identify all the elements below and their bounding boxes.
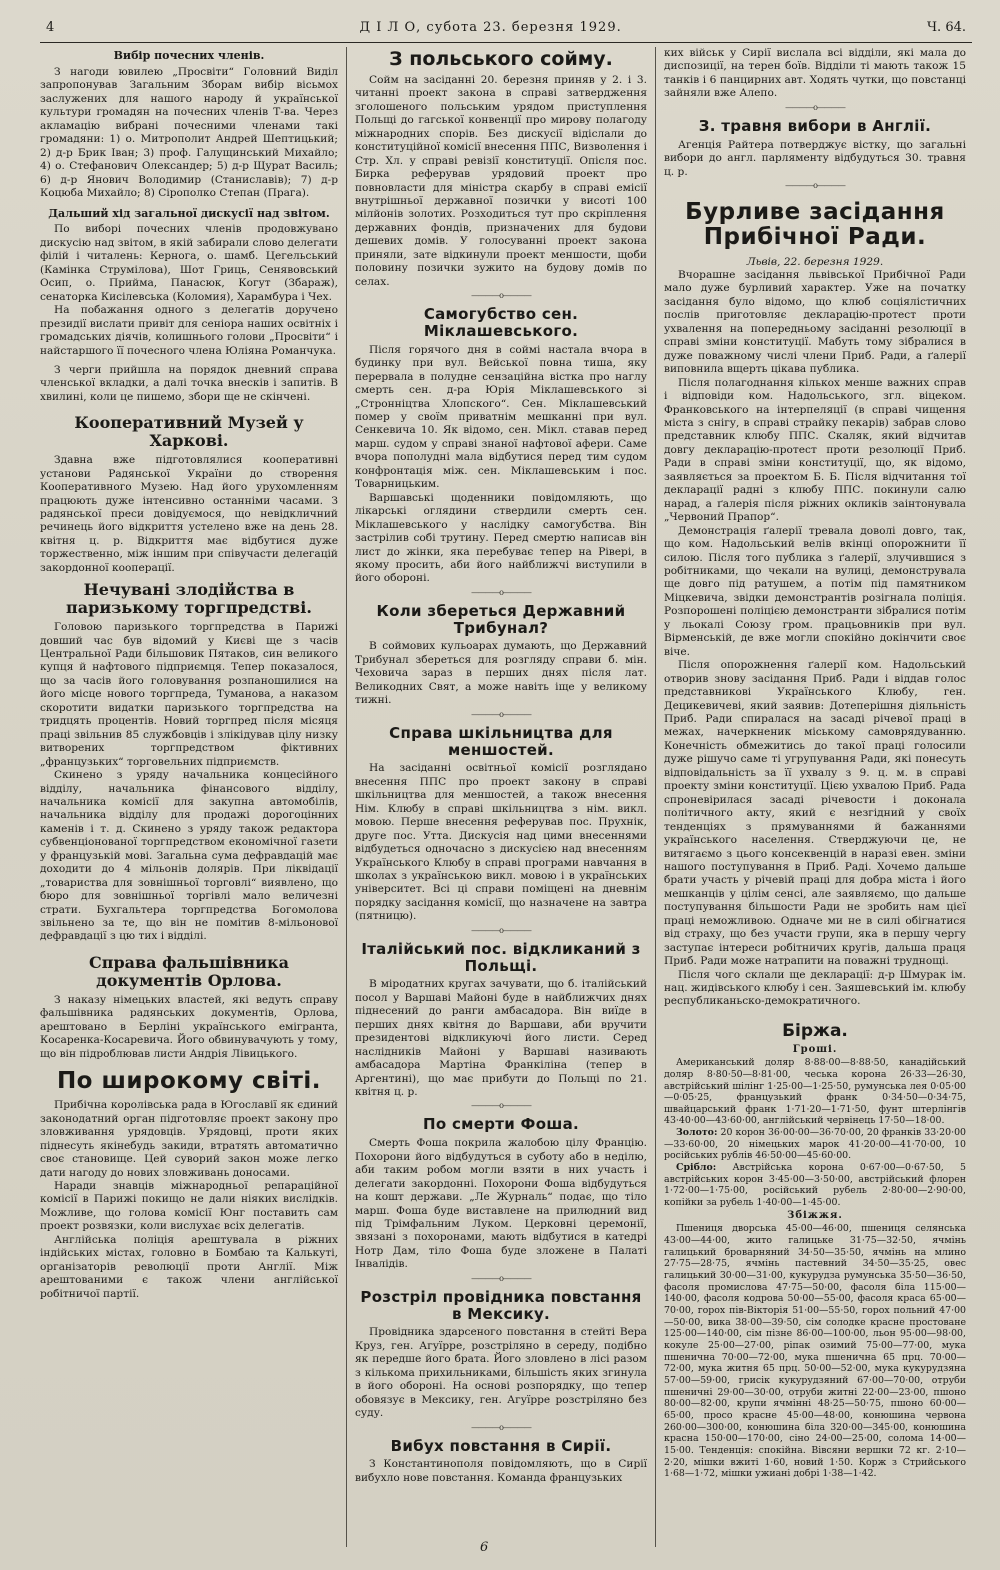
headline-mexico: Розстріл провідника повстання в Мексику. bbox=[360, 1287, 642, 1323]
separator: ————o———— bbox=[471, 1422, 531, 1432]
paper-title-date: Д І Л О, субота 23. березня 1929. bbox=[359, 20, 622, 35]
article-tribunal: В соймових кульоарах думають, що Державний Трибунал збереться для розгляду справи б. мін. Чеховича зараз в перших днях після лат. Великодних Свят, а може навіть іще у великому тижні. bbox=[355, 640, 647, 707]
article-paris-theft-p1: Головою паризького торгпредства в Парижі довший час був відомий у Києві ще з часів Центральної Ради більшовик Пятаков, син великого купця й нафтового підприємця. Тепер показалося, що за часів його головування розпаношилися на його місце нового торгпреда, Туманова, а наказом скоротити видатки паризького торгпредства на тридцять процентів. Новий торгпред після місяця праці звільнив 85 службовців і злікідував цілу низку витворених торгпредством фіктивних „французьких“ торговельних підприємств. bbox=[40, 621, 338, 768]
exchange-silver bbox=[664, 1162, 966, 1209]
article-world-p3: Англійська поліція арештувала в ріжних індійських містах, головно в Бомбаю та Калькуті, організаторів революції проти Англії. Між арештованими є також члени англійської робітничої партії. bbox=[40, 1233, 338, 1300]
headline-suicide: Самогубство сен. Міклашевського. bbox=[423, 305, 579, 340]
article-paris-theft-p2: Скинено з уряду начальника концесійного відділу, начальника фінансового відділу, начальника комісії для закупна автомобілів, начальника відділу для продажі дорогоцінних каменів і т. д. Скинено з уряду також редактора субвенціонованої торгпредством економічної газети у французькій мові. Загальна сума дефравдацій має доходити до 4 мільонів долярів. При ліквідації „товариства для зовнішньої торговлі“ виявлено, що бюро для зовнішньої торгівлі мало величезні страти. Бухгальтера торгпредства Богомолова звільнено за те, що він не помітив 8-мільонової дефравдації з цю тих і відділі. bbox=[40, 769, 338, 943]
separator: ————o———— bbox=[471, 291, 531, 301]
exchange-gold-rates: 20 корон 36·00·00—36·70·00, 20 франків 33·20·00—33·60·00, 20 німецьких марок 41·20·00—41·70·00, 10 російських рублів 46·50·00—45·60·00. bbox=[664, 1127, 966, 1162]
headline-minority-schools: Справа шкільництва для меншостей. bbox=[389, 723, 613, 759]
article-world-p2: Наради знавців міжнародньої репараційної комісії в Парижі покищо не дали ніяких вислідків. Можливе, що голова комісії Юнг поставить сам проект розвязки, коли вислухає всіх делегатів. bbox=[40, 1180, 338, 1233]
headline-coop-museum: Кооперативний Музей у Харкові. bbox=[74, 413, 304, 451]
subhead-money: Гроші. bbox=[792, 1043, 838, 1055]
headline-polish-sejm: З польського сойму. bbox=[389, 48, 613, 70]
separator: ————o———— bbox=[471, 587, 531, 597]
column-left bbox=[40, 47, 346, 1547]
headline-tribunal: Коли збереться Державний Трибунал? bbox=[376, 601, 626, 637]
article-lviv-p1: Вчорашне засідання львівської Прибічної Ради мало дуже бурливий характер. Уже на початку засідання було відомо, що клюб соціялістичних послів приготовляє декларацію-протест проти ухвалення на попередньому засіданні резолюції в справі зміни конституції. Мабуть тому зібралися в дуже поважному числі члени Приб. Ради, а ґалерії виповнила вщерть цікава публика. bbox=[664, 269, 966, 376]
headline-syria: Вибух повстання в Сирії. bbox=[390, 1436, 612, 1455]
headline-discussion: Дальший хід загальної дискусії над звітом. bbox=[48, 206, 330, 220]
article-lviv-p4: Після опорожнення ґалерії ком. Надольський отворив знову засідання Приб. Ради і віддав голос представникові Українського Клюбу, ген. Децикевичеві, який заявив: Дотеперішня діяльність Приб. Ради спиралася на засаді річевої праці в межах, начеркненик міському самоврядуванню. Конечність обмежитись до такої праці голосили дуже рішучо саме ті угрупування Ради, які понесуть відповідальність за її ухвалу з 9. ц. м. в справі проекту зміни конституції. Цією ухвалою Приб. Рада спроневірилася засаді річевости і доконала політичного акту, який є незгідний у своїх тенденціях з прямуваннями й бажаннями українського населення. Стверджуючи це, не витягаємо з цього консеквенцій в наразі евен. зміни нашого поступування в Приб. Раді. Хочемо дальше брати участь у річевій праці для добра міста і його мешканців у цілім сенсі, але заявляємо, що дальше поступування більшости Ради не зробить нам цієї праці неможливою. Одначе ми не в силі обігнатися від страху, що без участи групи, яка в першу чергу заступає інтереси робітничих кругів, дальша праця Приб. Ради може натрапити на поважні труднощі. bbox=[664, 659, 966, 968]
page-header bbox=[40, 20, 972, 43]
article-world-p1: Прибічна королівська рада в Югославії як єдиний законодатний орган підготовляє проект закону про зловживання урядовців. Урядовці, проти яких піднесуть якінебудь закиди, втратять автоматично своє становище. Цей суворий закон може легко дати нагоду до нових зловживань доносами. bbox=[40, 1099, 338, 1179]
separator: ————o———— bbox=[471, 1101, 531, 1111]
headline-paris-theft: Нечувані злодійства в паризькому торгпредстві. bbox=[66, 580, 312, 618]
subhead-grain: Збіжжя. bbox=[787, 1209, 843, 1221]
article-polish-sejm: Сойм на засіданні 20. березня приняв у 2. і 3. читанні проект закона в справі затвердження зголошеного польським урядом приступлення Польщі до гагської конвенції про мирову полагоду міжнародних спорів. Без дискусії відіслали до конституційної комісії внесення ППС, Визволення і Стр. Хл. у справі ревізії конституції. Опісля пос. Бирка реферував урядовий проект про повновласти для міністра скарбу в справі емісії внутрішньої державної позички у висоті 100 мілйонів золотих. Розходиться тут про скріплення державних фондів, призначених для будови дешевих домів. У голосуванні проект закона приняли, зате відкинули проект меншости, щоби половину позички зужито на будову домів по селах. bbox=[355, 73, 647, 288]
article-england-elections: Агенція Райтера потверджує вістку, що загальні вибори до англ. парляменту відбудуться 30. травня ц. р. bbox=[664, 138, 966, 178]
exchange-grain-rates: Пшениця дворська 45·00—46·00, пшениця селянська 43·00—44·00, жито галицьке 31·75—32·50, ячмінь галицький броварняний 34·50—35·50, ячмінь на млино 27·75—28·75, ячмінь пастевний 34·50—35·25, овес галицький 30·00—31·00, кукурудза румунська 35·50—36·50, фасоля промислова 47·75—50·00, фасоля біла 115·00—140·00, фасоля кодрова 50·00—55·00, фасоля краса 65·00—70·00, горох пів-Вікторія 51·00—55·50, горох польний 47·00—50·00, вика 38·00—39·50, сім солодке красне простоване 125·00—140·00, сім пізне 86·00—100·00, льон 95·00—98·00, кокуле 25·00—27·00, ріпак озимий 75·00—77·00, мука пшенична 70·00—72·00, мука пшенична 65 прц. 70·00—72·00, мука житня 65 прц. 50·00—52·00, мука кукурудзяна 57·00—59·00, грисік кукурудзяний 67·00—70·00, отруби пшеничні 29·00—30·00, отруби житні 22·00—23·00, пшоно 80·00—82·00, крупи ячмінні 48·25—50·75, пшоно 60·00—65·00, просо красне 45·00—48·00, конюшина червона 260·00—300·00, конюшина біла 320·00—345·00, конюшина красна 150·00—170·00, сіно 24·00—25·00, солома 14·00—15·00. Тенденція: спокійна. Вівсяни вершки 72 кг. 2·10—2·20, мішки вжиті 1·60, новий 1·50. Корж з Стрийського 1·68—1·72, мішки ужиані добрі 1·38—1·42. bbox=[664, 1223, 966, 1480]
article-discussion-p3: З черги прийшла на порядок дневний справа членської вкладки, а далі точка внесків і запитів. В хвилині, коли це пишемо, збори ще не скінчені. bbox=[40, 364, 338, 403]
article-honorary-members: З нагоди ювилею „Просвіти“ Головний Виділ запропонував Загальним Зборам вибір вісьмох заслужених для нашого народу й української культури громадян на почесних членів Т-ва. Через акламацію вибрані почесними членами такі громадяни: 1) о. Митрополит Андрей Шептицький; 2) д-р Брик Іван; 3) проф. Галущинський Михайло; 4) о. Стефанович Олександер; 5) д-р Щурат Василь; 6) д-р Янович Володимир (Станиславів); 7) д-р Коцюба Михайло; 8) Сірополко Степан (Прага). bbox=[40, 65, 338, 200]
headline-orlov: Справа фальшівника документів Орлова. bbox=[89, 952, 289, 990]
article-syria: З Константинополя повідомляють, що в Сирії вибухло нове повстання. Команда французьких bbox=[355, 1458, 647, 1484]
issue-number: Ч. 64. bbox=[927, 20, 966, 35]
columns bbox=[40, 47, 972, 1547]
article-mexico: Провідника здарсеного повстання в стейті Вера Круз, ген. Агуїрре, розстріляно в середу, подібно як передше його брата. Його зловлено в лісі разом з кількома прихильниками, більшість яких згинула в його обороні. На основі розпорядку, що тепер обовязує в Мексику, ген. Агуїрре розстріляно без суду. bbox=[355, 1326, 647, 1420]
article-italy-ambassador: В міродатних кругах зачувати, що б. італійський посол у Варшаві Майоні буде в найближчих днях піднесений до ранги амбасадора. Він виїде в перших днях квітня до Варшави, аби вручити президентові відкликуючі його листи. Серед наслідників Майоні у Варшаві називають амбасадора Мартіна Франкіліна (тепер в Аргентині), що має прибути до Польщі по 21. квітня ц. р. bbox=[355, 978, 647, 1098]
headline-england-elections: З. травня вибори в Англії. bbox=[698, 116, 932, 135]
separator: ————o———— bbox=[471, 709, 531, 719]
separator: ————o———— bbox=[785, 102, 845, 112]
page-number: 4 bbox=[46, 20, 55, 35]
separator: ————o———— bbox=[471, 1273, 531, 1283]
separator: ————o———— bbox=[471, 925, 531, 935]
article-syria-continued: ких військ у Сирії вислала всі відділи, які мала до диспозиції, на терен боїв. Відділи ті мають також 15 танків і 6 панцирних авт. Ходять чутки, що повстанці зайняли вже Алепо. bbox=[664, 47, 966, 100]
article-coop-museum: Здавна вже підготовлялися кооперативні установи Радянської України до створення Кооперативного Музею. Над його урухомленням працюють дуже інтенсивно останніми часами. З радянської преси довідуємося, що невідкличний речинець його відкриття устелено вже на день 28. квітня ц. р. Відкриття має відбутися дуже торжественно, між іншим при співучасти делегацій закордонної кооперації. bbox=[40, 454, 338, 574]
column-right bbox=[656, 47, 966, 1547]
article-suicide-p2: Варшавські щоденники повідомляють, що лікарські оглядини ствердили смерть сен. Міклашевського у наслідку самогубства. Він застрілив собі трутину. Перед смертю написав він лист до жінки, яка перебуває тепер на Рівері, в якому просить, аби його найближчі виступили в його обороні. bbox=[355, 491, 647, 585]
article-lviv-p5: Після чого склали ще декларації: д-р Шмурак ім. нац. жидівського клюбу і сен. Заяшевський ім. клюбу республиканьско-демократичного. bbox=[664, 968, 966, 1008]
headline-honorary-members: Вибір почесних членів. bbox=[113, 49, 265, 62]
separator: ————o———— bbox=[785, 180, 845, 190]
article-discussion-p1: По виборі почесних членів продовжувано дискусію над звітом, в якій забирали слово делегати філій і читалень: Кернога, о. шамб. Цегельський (Камінка Струмілова), Шот Гриць, Сенявовський Осип, о. Прийма, Панасюк, Когут (Збараж), сенаторка Кисілевська (Коломия), Харамбура і Чех. bbox=[40, 223, 338, 303]
exchange-silver-rates: Австрійська корона 0·67·00—0·67·50, 5 австрійських корон 3·45·00—3·50·00, австрійський флорен 1·72·00—1·75·00, російський рубель 2·80·00—2·90·00, копійки за рубель 1·40·00—1·45·00. bbox=[664, 1162, 966, 1209]
headline-italy-ambassador: Італійський пос. відкликаний з Польщі. bbox=[361, 939, 641, 975]
exchange-gold bbox=[664, 1127, 966, 1162]
column-middle bbox=[346, 47, 656, 1547]
headline-wide-world: По широкому світі. bbox=[56, 1068, 322, 1095]
article-lviv-p3: Демонстрація ґалерії тревала доволі довго, так, що ком. Надольський велів вкінці опорожнити її силою. Після того публика з ґалерії, злучившися з робітниками, що чекали на вулиці, демонструвала ще довго під ратушем, а потім під памятником Міцкевича, звідки демонстрантів розігнала поліція. Розпорошені поліцією демонстранти зібралися потім у льокалі Союзу гром. працьовників при вул. Вірменській, де вже могли спокійно докінчити своє віче. bbox=[664, 524, 966, 658]
exchange-money-rates: Американський доляр 8·88·00—8·88·50, канадійський доляр 8·80·50—8·81·00, чеська корона 26·33—26·30, австрійський шілінг 1·25·00—1·25·50, румунська лея 0·05·00—0·05·25, французький франк 0·34·50—0·34·75, швайцарський франк 1·71·20—1·71·50, фунт штерлінгів 43·40·00—43·60·00, англійський червінець 17·50—18·00. bbox=[664, 1057, 966, 1127]
headline-lviv-council: Бурливе засідання Прибічної Ради. bbox=[685, 198, 945, 251]
exchange-silver-label: Срібло: bbox=[676, 1162, 717, 1174]
article-suicide-p1: Після горячого дня в соймі настала вчора в будинку при вул. Вейської повна тиша, яку перервала в полудне сензаційна вістка про наглу смерть сен. д-ра Юрія Міклашевського зі „Стронніцтва Хлопского“. Сен. Міклашевський помер у своїм приватнім мешканні при вул. Сенкевича 10. Як відомо, сен. Мікл. ставав перед марш. судом у справі знаної нафтової афери. Саме вчора пополудні мала відбутися перед тим судом конфронтація між. сен. Міклашевським і пос. Товарницьким. bbox=[355, 343, 647, 491]
dateline-lviv: Львів, 22. березня 1929. bbox=[746, 255, 884, 268]
exchange-gold-label: Золото: bbox=[676, 1127, 718, 1139]
headline-foch: По смерти Фоша. bbox=[422, 1115, 579, 1134]
footer-mark: 6 bbox=[480, 1540, 489, 1555]
article-discussion-p2: На побажання одного з делегатів доручено президії вислати привіт для сеніора наших освітніх і громадських діячів, колишнього голови „Просвіти“ і найстаршого її почесного члена Юліяна Романчука. bbox=[40, 304, 338, 357]
article-minority-schools: На засіданні освітньої комісії розглядано внесення ППС про проект закону в справі шкільництва для меншостей, а також внесення Нім. Клюбу в справі шкільництва з нім. викл. мовою. Перше внесення реферував пос. Прухнік, друге пос. Утта. Дискусія над цими внесеннями відбудеться одночасно з дискусією над внесенням Українського Клюбу в справі програми навчання в школах з українською викл. мовою і в українських університет. Всі ці справи поміщені на дневнім порядку засідання комісії, що назначене на завтра (пятницю). bbox=[355, 762, 647, 923]
article-foch: Смерть Фоша покрила жалобою цілу Францію. Похорони його відбудуться в суботу або в неділю, аби таким робом могли взяти в них участь і делегати закордонні. Похорони Фоша відбудуться на кошт держави. „Ле Журналь“ подає, що тіло марш. Фоша буде виставлене на прилюдний вид під Трімфальним Луком. Церковні церемонії, звязані з похоронами, мають відбутися в катедрі Нотр Дам, тіло Фоша буде зложене в Палаті Інвалідів. bbox=[355, 1137, 647, 1271]
article-orlov: З наказу німецьких властей, які ведуть справу фальшівника радянських документів, Орлова, арештовано в Берліні українського емігранта, Косаренка-Косаревича. Його обвинувачують у тому, що він підроблював листи Андрія Лівицького. bbox=[40, 993, 338, 1060]
article-lviv-p2: Після полагоднання кількох менше важних справ і відповіди ком. Надольського, згл. віцеком. Франковського на інтерпеляції (в справі чищення міста з снігу, в справі страйку пекарів) забрав слово представник клюбу ППС. Скаляк, який відчитав довгу декларацію-протест проти резолюції Приб. Ради в справі зміни конституції, що, як відомо, заявляється за проектом Б. Б. Після відчитання тої декларації радні з клюбу ППС. покинули салю нарад, а ґалерія після ріжних окликів заінтонувала „Червоний Прапор“. bbox=[664, 376, 966, 524]
headline-exchange: Біржа. bbox=[782, 1020, 848, 1041]
